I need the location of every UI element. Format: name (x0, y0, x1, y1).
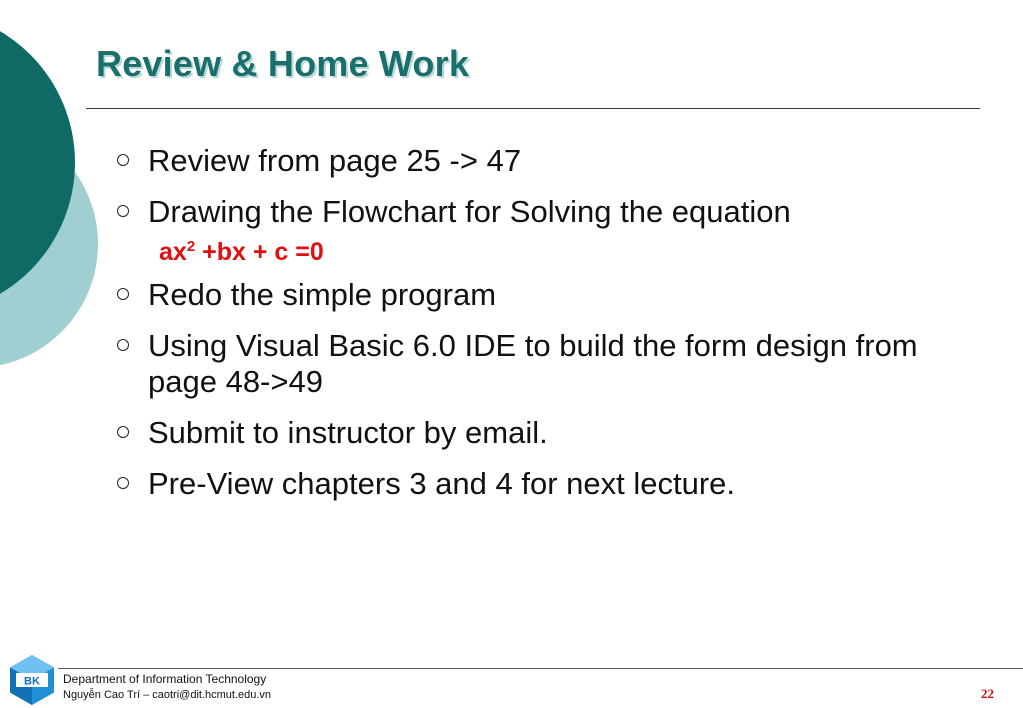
bullet-item-flowchart (113, 194, 973, 230)
page-number: 22 (981, 686, 994, 701)
bullet-text: Review from page 25 -> 47 (148, 143, 522, 178)
bullet-item-preview (113, 466, 973, 502)
logo-text: BK (24, 675, 40, 688)
footer-divider (58, 668, 1023, 669)
bullet-item-review (113, 143, 973, 179)
bullet-text: Pre-View chapters 3 and 4 for next lecture. (148, 466, 736, 501)
bullet-text: Redo the simple program (148, 277, 497, 312)
circle-bullet-icon (117, 154, 129, 166)
bullet-list (113, 143, 973, 502)
bullet-text: Drawing the Flowchart for Solving the equation (148, 194, 791, 229)
bk-logo-icon (6, 654, 58, 706)
footer-department: Department of Information Technology (63, 672, 267, 686)
equation-exponent: 2 (186, 238, 196, 255)
bullet-item-submit (113, 415, 973, 451)
slide-title: Review & Home Work (96, 43, 470, 84)
equation-base: ax (159, 238, 187, 266)
circle-bullet-icon (117, 339, 129, 351)
bullet-text: Submit to instructor by email. (148, 415, 548, 450)
equation-rest: +bx + c =0 (195, 238, 324, 266)
circle-bullet-icon (117, 288, 129, 300)
circle-bullet-icon (117, 426, 129, 438)
circle-bullet-icon (117, 477, 129, 489)
title-divider (86, 108, 980, 109)
footer-author: Nguyễn Cao Trí – caotri@dit.hcmut.edu.vn (63, 689, 272, 701)
bullet-item-redo (113, 277, 973, 313)
bullet-item-visual-basic (113, 328, 973, 400)
equation (159, 237, 973, 267)
bullet-text: Using Visual Basic 6.0 IDE to build the form design from page 48->49 (148, 328, 918, 399)
circle-bullet-icon (117, 205, 129, 217)
